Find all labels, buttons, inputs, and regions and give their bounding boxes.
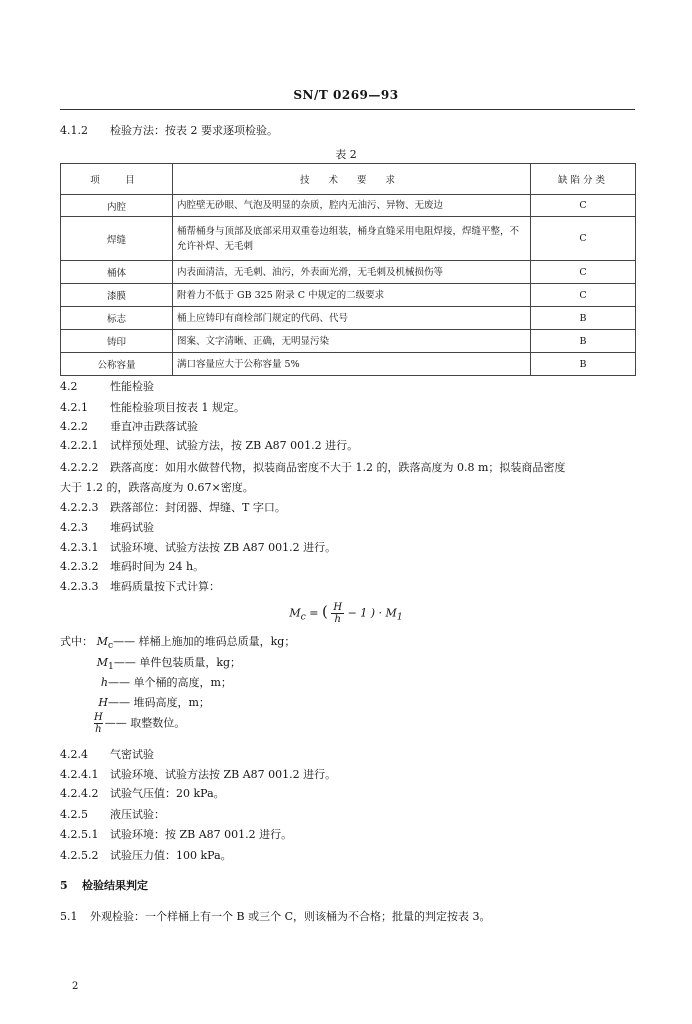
legend-desc: —— 样桶上施加的堆码总质量，kg； bbox=[113, 635, 296, 648]
header-rule bbox=[60, 109, 635, 110]
section-number: 4.2.5.1 bbox=[60, 828, 99, 841]
table-row bbox=[61, 330, 636, 353]
legend-desc: —— 单个桶的高度，m； bbox=[108, 676, 232, 689]
section-line bbox=[60, 768, 336, 782]
table-row bbox=[61, 284, 636, 307]
section-text: 垂直冲击跌落试验 bbox=[110, 420, 198, 433]
section-text: 试验环境、试验方法按 ZB A87 001.2 进行。 bbox=[110, 541, 337, 554]
section-number: 4.2.3.3 bbox=[60, 580, 99, 593]
legend-fraction bbox=[94, 712, 103, 735]
row-item: 标志 bbox=[61, 307, 173, 330]
section-line bbox=[60, 808, 165, 822]
table-row bbox=[61, 307, 636, 330]
stacking-formula: $M_c$ = ( $\frac{H}{h}$ − 1 ) · $M_1$ bbox=[289, 602, 403, 625]
row-requirement: 内表面清洁，无毛刺、油污，外表面光滑，无毛刺及机械损伤等 bbox=[173, 261, 531, 284]
section-line bbox=[60, 828, 292, 842]
section-4-1-2 bbox=[60, 124, 278, 138]
legend-item bbox=[94, 635, 295, 653]
section-number: 4.2.2.2 bbox=[60, 461, 99, 474]
section-text: 外观检验：一个样桶上有一个 B 或三个 C，则该桶为不合格；批量的判定按表 3。 bbox=[90, 910, 491, 923]
row-item: 铸印 bbox=[61, 330, 173, 353]
section-line bbox=[60, 401, 245, 415]
section-line bbox=[60, 439, 358, 453]
formula-lhs-sub: c bbox=[300, 611, 306, 623]
legend-prefix: 式中： bbox=[60, 635, 93, 648]
row-defect-class: B bbox=[531, 353, 636, 376]
formula-equals: = bbox=[309, 606, 319, 620]
section-number: 4.2.4.2 bbox=[60, 787, 99, 800]
legend-fraction-top: H bbox=[94, 712, 103, 723]
section-line-continued bbox=[60, 481, 254, 495]
section-text: 跌落部位：封闭器、焊缝、T 字口。 bbox=[110, 501, 286, 514]
row-requirement: 桶帮桶身与顶部及底部采用双重卷边组装，桶身直缝采用电阻焊接，焊缝平整，不允许补焊、无毛刺 bbox=[173, 217, 531, 261]
legend-symbol: M bbox=[96, 656, 108, 669]
section-line bbox=[60, 580, 220, 594]
legend-symbol-sub: c bbox=[108, 640, 114, 652]
section-number: 4.2.3 bbox=[60, 521, 88, 534]
section-text: 气密试验 bbox=[110, 748, 154, 761]
section-number: 4.1.2 bbox=[60, 124, 88, 137]
formula-rest-sub: 1 bbox=[396, 611, 403, 623]
section-text: 大于 1.2 的，跌落高度为 0.67×密度。 bbox=[60, 481, 254, 494]
row-requirement: 图案、文字清晰、正确，无明显污染 bbox=[173, 330, 531, 353]
section-number: 4.2.2.3 bbox=[60, 501, 99, 514]
header-requirement: 技 术 要 求 bbox=[173, 164, 531, 195]
row-item: 桶体 bbox=[61, 261, 173, 284]
section-number: 4.2.2.1 bbox=[60, 439, 99, 452]
section-number: 4.2.3.1 bbox=[60, 541, 99, 554]
page-header: SN/T 0269—93 bbox=[293, 88, 399, 102]
section-text: 试验环境：按 ZB A87 001.2 进行。 bbox=[110, 828, 293, 841]
header-item: 项 目 bbox=[61, 164, 173, 195]
legend-desc: —— 单件包装质量，kg； bbox=[113, 656, 242, 669]
row-defect-class: B bbox=[531, 307, 636, 330]
row-defect-class: C bbox=[531, 284, 636, 307]
section-text: 试验压力值：100 kPa。 bbox=[110, 849, 232, 862]
section-text: 性能检验项目按表 1 规定。 bbox=[110, 401, 245, 414]
section-number: 5.1 bbox=[60, 910, 78, 923]
legend-symbol: h bbox=[100, 676, 108, 689]
row-requirement: 满口容量应大于公称容量 5% bbox=[173, 353, 531, 376]
row-item: 公称容量 bbox=[61, 353, 173, 376]
header-defect-class: 缺陷分类 bbox=[531, 164, 636, 195]
legend-symbol: M bbox=[96, 635, 108, 648]
fraction-denominator: h bbox=[334, 614, 341, 625]
section-text: 检验方法：按表 2 要求逐项检验。 bbox=[110, 124, 278, 137]
section-line bbox=[60, 461, 565, 475]
section-line bbox=[60, 501, 286, 515]
legend-desc: —— 取整数位。 bbox=[104, 716, 186, 730]
section-number: 4.2.1 bbox=[60, 401, 88, 414]
section-title: 检验结果判定 bbox=[82, 879, 148, 892]
section-text: 堆码质量按下式计算： bbox=[110, 580, 220, 593]
row-requirement: 附着力不低于 GB 325 附录 C 中规定的二级要求 bbox=[173, 284, 531, 307]
fraction-numerator: H bbox=[333, 602, 343, 613]
table-row bbox=[61, 353, 636, 376]
section-line bbox=[60, 420, 198, 434]
row-defect-class: C bbox=[531, 261, 636, 284]
row-defect-class: C bbox=[531, 217, 636, 261]
section-number: 4.2.4 bbox=[60, 748, 88, 761]
table-2 bbox=[60, 163, 636, 376]
section-number: 4.2 bbox=[60, 380, 78, 393]
table-row bbox=[61, 217, 636, 261]
section-number: 4.2.5.2 bbox=[60, 849, 99, 862]
section-line bbox=[60, 560, 204, 574]
legend-item-fraction bbox=[94, 712, 185, 735]
legend-desc: —— 堆码高度，m； bbox=[108, 696, 210, 709]
section-text: 试样预处理、试验方法，按 ZB A87 001.2 进行。 bbox=[110, 439, 359, 452]
section-text: 液压试验： bbox=[110, 808, 165, 821]
row-item: 漆膜 bbox=[61, 284, 173, 307]
table-caption: 表 2 bbox=[335, 148, 357, 161]
legend-item bbox=[94, 676, 232, 690]
row-item: 焊缝 bbox=[61, 217, 173, 261]
section-text: 试验环境、试验方法按 ZB A87 001.2 进行。 bbox=[110, 768, 337, 781]
row-requirement: 桶上应铸印有商检部门规定的代码、代号 bbox=[173, 307, 531, 330]
legend-item bbox=[94, 656, 241, 674]
section-5-title bbox=[60, 879, 148, 893]
section-text: 堆码试验 bbox=[110, 521, 154, 534]
section-line bbox=[60, 787, 225, 801]
row-defect-class: B bbox=[531, 330, 636, 353]
section-text: 堆码时间为 24 h。 bbox=[110, 560, 205, 573]
row-item: 内腔 bbox=[61, 195, 173, 217]
row-requirement: 内腔壁无砂眼、气泡及明显的杂质，腔内无油污、异物、无废边 bbox=[173, 195, 531, 217]
table-row bbox=[61, 195, 636, 217]
section-line bbox=[60, 748, 154, 762]
section-number: 4.2.2 bbox=[60, 420, 88, 433]
row-defect-class: C bbox=[531, 195, 636, 217]
section-line bbox=[60, 521, 154, 535]
section-text: 性能检验 bbox=[110, 380, 154, 393]
section-number: 5 bbox=[60, 879, 68, 892]
legend-item bbox=[94, 696, 210, 710]
table-row bbox=[61, 261, 636, 284]
section-text: 跌落高度：如用水做替代物，拟装商品密度不大于 1.2 的，跌落高度为 0.8 m；拟装商品密度 bbox=[110, 461, 566, 474]
legend-symbol: H bbox=[98, 696, 108, 709]
section-line bbox=[60, 849, 232, 863]
section-text: 试验气压值：20 kPa。 bbox=[110, 787, 225, 800]
page-number: 2 bbox=[72, 981, 79, 992]
formula-lhs: M bbox=[289, 606, 301, 620]
legend-fraction-bottom: h bbox=[95, 724, 102, 735]
section-5-1 bbox=[60, 910, 490, 924]
formula-fraction bbox=[331, 602, 344, 625]
section-number: 4.2.4.1 bbox=[60, 768, 99, 781]
legend-symbol-sub: 1 bbox=[108, 661, 114, 673]
section-number: 4.2.3.2 bbox=[60, 560, 99, 573]
table-header-row bbox=[61, 164, 636, 195]
section-line bbox=[60, 380, 154, 394]
section-number: 4.2.5 bbox=[60, 808, 88, 821]
section-line bbox=[60, 541, 336, 555]
formula-rest: − 1 ) · M bbox=[347, 606, 397, 620]
